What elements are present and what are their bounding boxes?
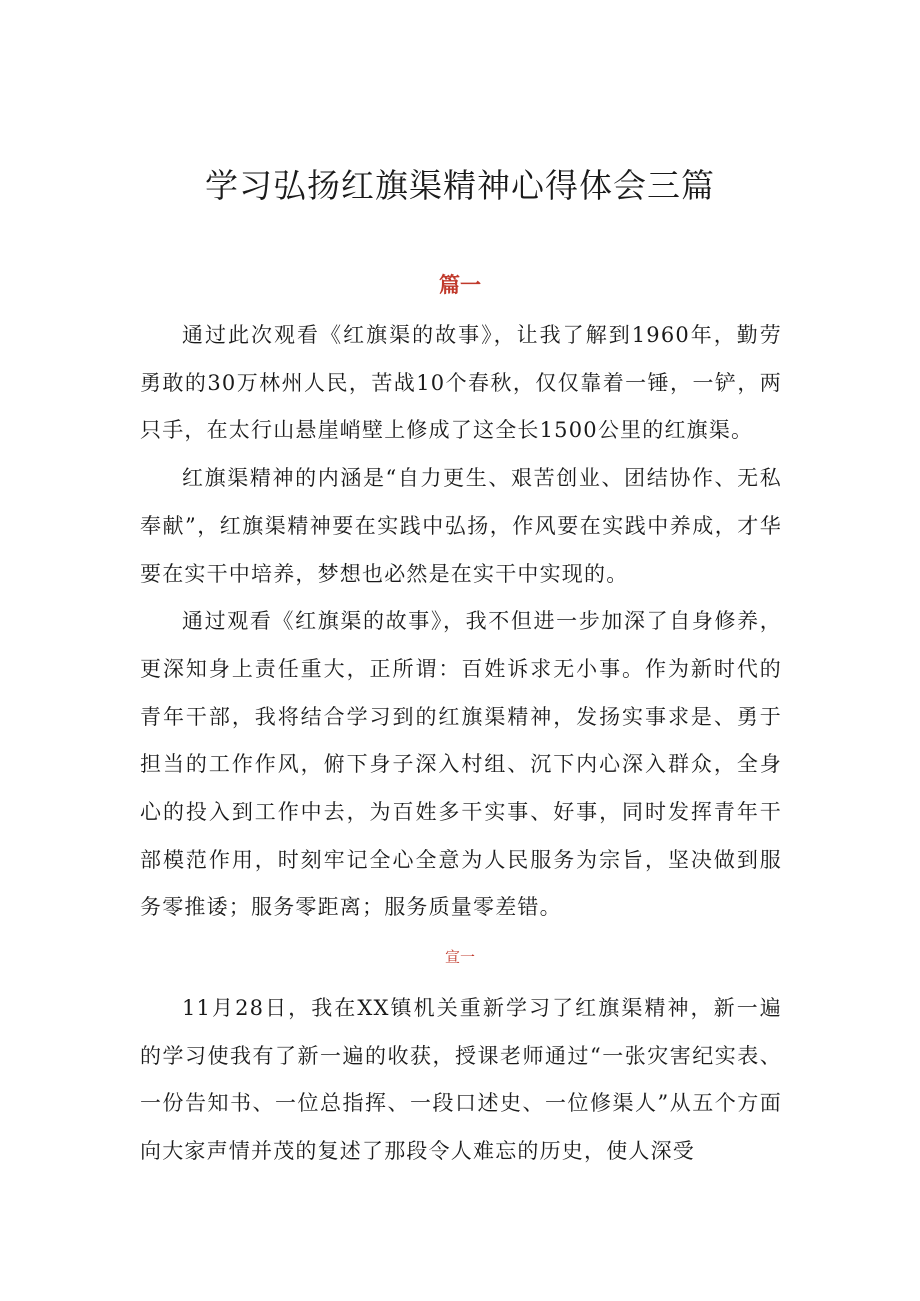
document-title: 学习弘扬红旗渠精神心得体会三篇: [205, 166, 715, 205]
section-heading-2: 宣一: [444, 948, 475, 966]
paragraph: 红旗渠精神的内涵是“自力更生、艰苦创业、团结协作、无私奉献”，红旗渠精神要在实践中弘扬，作风要在实践中养成，才华要在实干中培养，梦想也必然是在实干中实现的。: [140, 466, 782, 586]
paragraph: 通过此次观看《红旗渠的故事》，让我了解到1960年，勤劳勇敢的30万林州人民，苦战10个春秋，仅仅靠着一锤，一铲，两只手，在太行山悬崖峭壁上修成了这全长1500公里的红旗渠。: [140, 323, 782, 443]
section-heading-1: 篇一: [439, 273, 481, 297]
paragraph: 11月28日，我在XX镇机关重新学习了红旗渠精神，新一遍的学习使我有了新一遍的收获，授课老师通过“一张灾害纪实表、一份告知书、一位总指挥、一段口述史、一位修渠人”从五个方面向大家声情并茂的复述了那段令人难忘的历史，使人深受: [140, 996, 782, 1164]
paragraph: 通过观看《红旗渠的故事》，我不但进一步加深了自身修养，更深知身上责任重大，正所谓：百姓诉求无小事。作为新时代的青年干部，我将结合学习到的红旗渠精神，发扬实事求是、勇于担当的工作作风，俯下身子深入村组、沉下内心深入群众，全身心的投入到工作中去，为百姓多干实事、好事，同时发挥青年干部模范作用，时刻牢记全心全意为人民服务为宗旨，坚决做到服务零推诿；服务零距离；服务质量零差错。: [140, 609, 782, 920]
section-1-body: [140, 312, 782, 932]
section-2-body: [140, 985, 782, 1176]
